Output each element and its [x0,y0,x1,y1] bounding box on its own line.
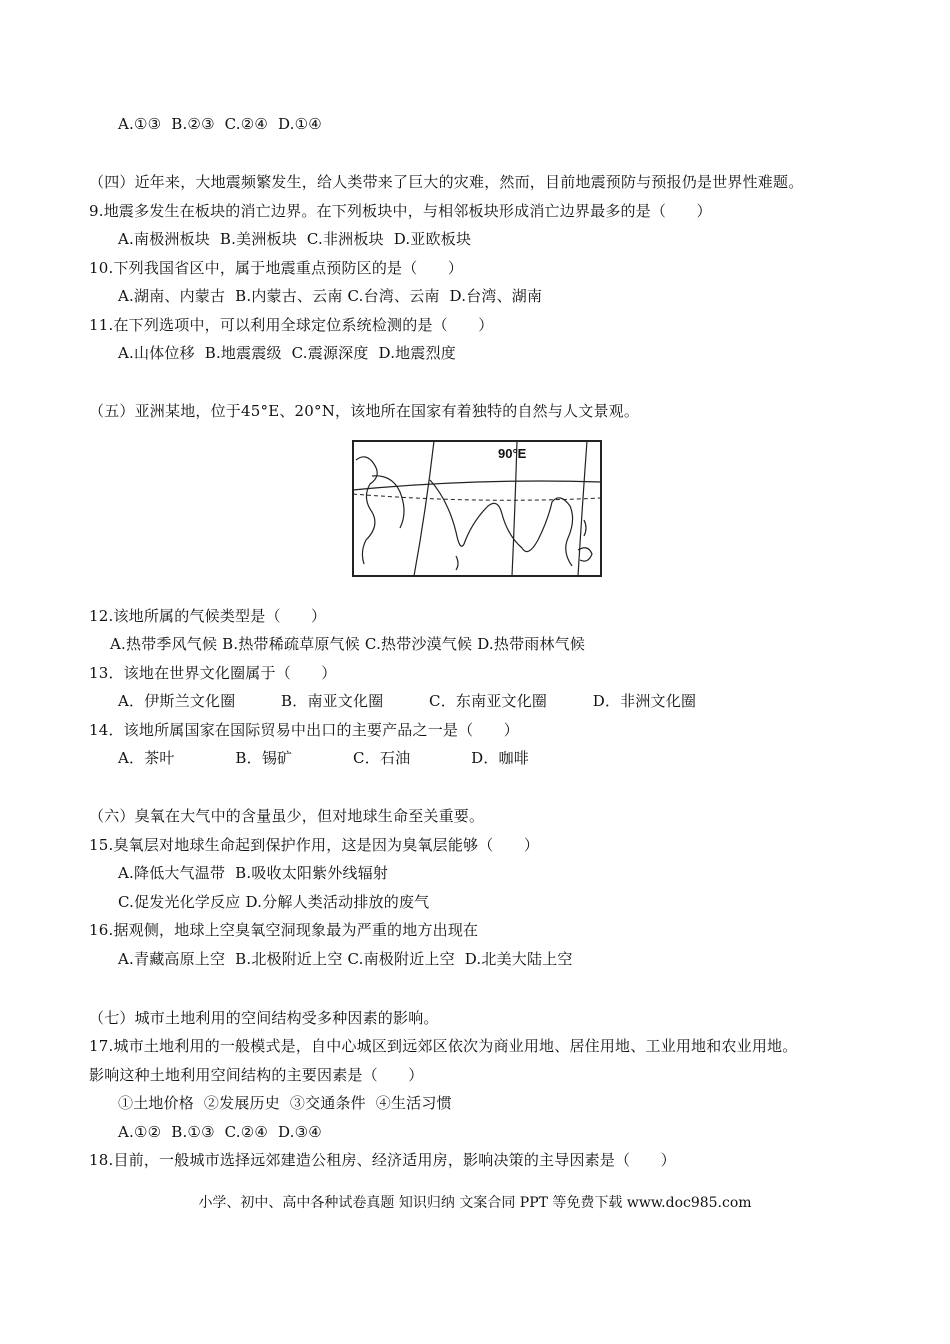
map-meridian-label: 90°E [498,446,527,461]
q10-text: 10.下列我国省区中，属于地震重点预防区的是（ ） [89,259,464,277]
q15-options-row2: C.促发光化学反应 D.分解人类活动排放的废气 [118,893,430,911]
q14-options: A．茶叶 B．锡矿 C．石油 D．咖啡 [118,749,529,767]
q16-options: A.青藏高原上空 B.北极附近上空 C.南极附近上空 D.北美大陆上空 [118,950,573,968]
q16-text: 16.据观侧，地球上空臭氧空洞现象最为严重的地方出现在 [89,921,479,939]
asia-map-figure [352,440,602,577]
q13-options: A．伊斯兰文化圈 B．南亚文化圈 C．东南亚文化圈 D．非洲文化圈 [118,692,697,710]
q8-options: A.①③ B.②③ C.②④ D.①④ [118,115,322,133]
q12-options: A.热带季风气候 B.热带稀疏草原气候 C.热带沙漠气候 D.热带雨林气候 [110,635,586,653]
q9-options: A.南极洲板块 B.美洲板块 C.非洲板块 D.亚欧板块 [118,230,472,248]
q17-text-line2: 影响这种土地利用空间结构的主要因素是（ ） [89,1066,424,1084]
q15-text: 15.臭氧层对地球生命起到保护作用，这是因为臭氧层能够（ ） [89,836,540,854]
q11-text: 11.在下列选项中，可以利用全球定位系统检测的是（ ） [89,316,494,334]
q11-options: A.山体位移 B.地震震级 C.震源深度 D.地震烈度 [118,344,456,362]
q18-text: 18.目前，一般城市选择远郊建造公租房、经济适用房，影响决策的主导因素是（ ） [89,1151,676,1169]
q13-text: 13．该地在世界文化圈属于（ ） [89,664,337,682]
section7-intro: （七）城市土地利用的空间结构受多种因素的影响。 [89,1009,439,1027]
q9-text: 9.地震多发生在板块的消亡边界。在下列板块中，与相邻板块形成消亡边界最多的是（ ） [89,202,712,220]
q15-options-row1: A.降低大气温带 B.吸收太阳紫外线辐射 [118,864,389,882]
q10-options: A.湖南、内蒙古 B.内蒙古、云南 C.台湾、云南 D.台湾、湖南 [118,287,543,305]
page-footer: 小学、初中、高中各种试卷真题 知识归纳 文案合同 PPT 等免费下载 www.doc985.com [198,1195,752,1211]
section5-intro: （五）亚洲某地，位于45°E、20°N，该地所在国家有着独特的自然与人文景观。 [89,402,640,420]
section6-intro: （六）臭氧在大气中的含量虽少，但对地球生命至关重要。 [89,807,485,825]
q17-options: A.①② B.①③ C.②④ D.③④ [118,1123,322,1141]
q12-text: 12.该地所属的气候类型是（ ） [89,607,327,625]
q14-text: 14．该地所属国家在国际贸易中出口的主要产品之一是（ ） [89,721,519,739]
section4-intro: （四）近年来，大地震频繁发生，给人类带来了巨大的灾难，然而，目前地震预防与预报仍是世界性难题。 [89,173,804,191]
q17-text-line1: 17.城市土地利用的一般模式是，自中心城区到远郊区依次为商业用地、居住用地、工业用地和农业用地。 [89,1037,798,1055]
q17-choices: ①土地价格 ②发展历史 ③交通条件 ④生活习惯 [118,1094,452,1112]
